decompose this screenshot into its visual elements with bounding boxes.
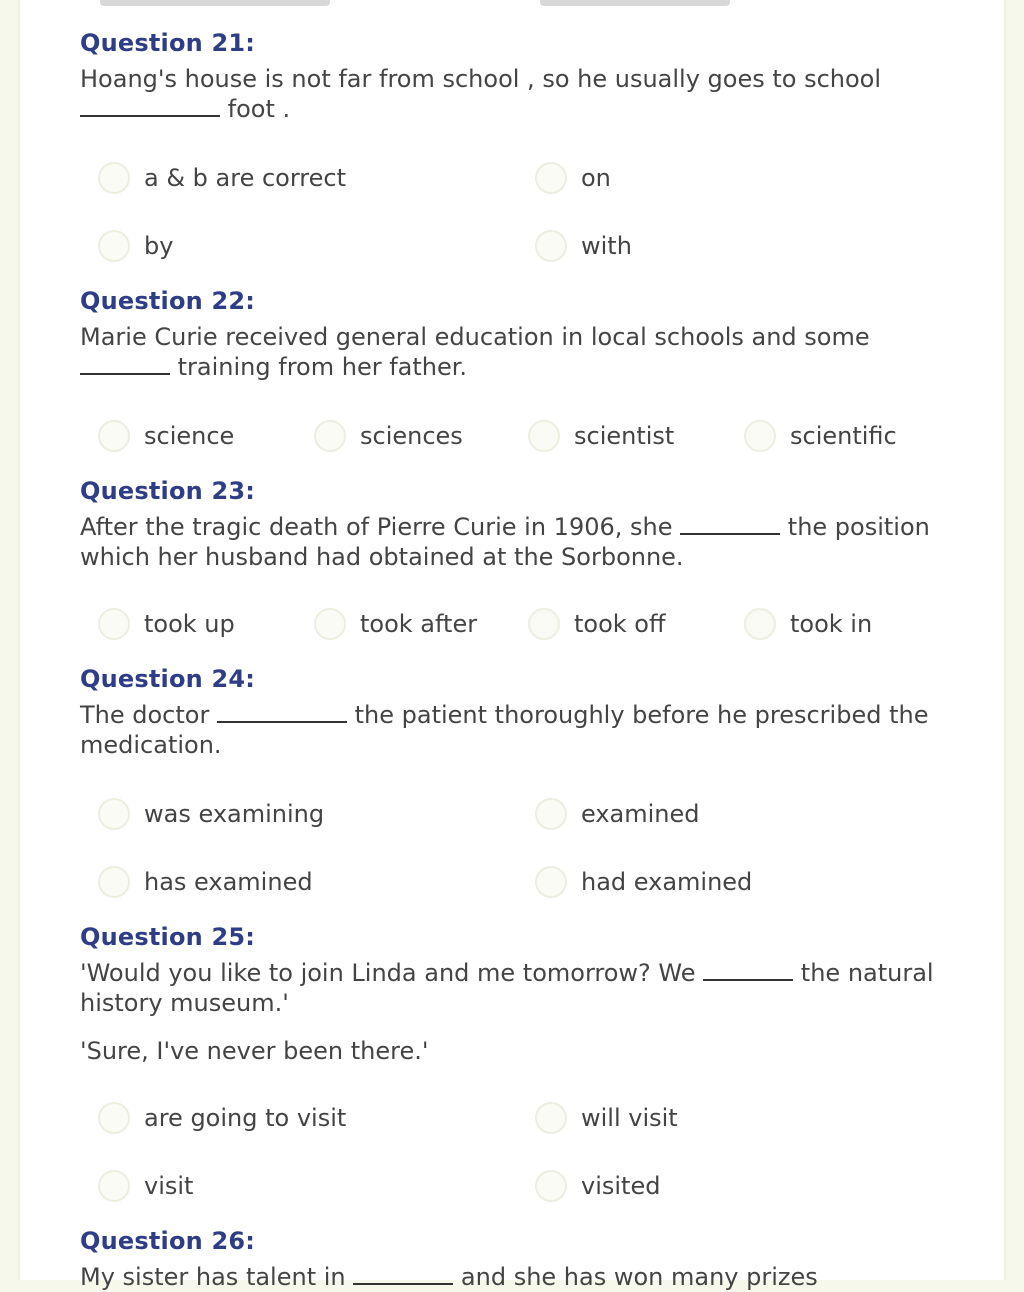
- option-23-b[interactable]: [314, 608, 477, 640]
- previous-option-cut: [100, 0, 330, 6]
- question-text: The doctor the patient thoroughly before he prescribed the medication.: [80, 701, 929, 759]
- option-label: science: [144, 422, 235, 450]
- option-22-c[interactable]: [528, 420, 674, 452]
- radio-icon[interactable]: [535, 162, 567, 194]
- question-text: After the tragic death of Pierre Curie in 1906, she the position which her husband had obtained at the Sorbonne.: [80, 513, 930, 571]
- question-text: My sister has talent in and she has won many prizes: [80, 1263, 818, 1291]
- option-label: a & b are correct: [144, 164, 347, 192]
- option-label: are going to visit: [144, 1104, 347, 1132]
- radio-icon[interactable]: [528, 608, 560, 640]
- question-26: [80, 1226, 950, 1292]
- option-label: by: [144, 232, 174, 260]
- radio-icon[interactable]: [535, 866, 567, 898]
- question-text: 'Would you like to join Linda and me tomorrow? We the natural history museum.': [80, 959, 934, 1017]
- radio-icon[interactable]: [98, 420, 130, 452]
- answer-blank: [217, 703, 347, 723]
- radio-icon[interactable]: [98, 1102, 130, 1134]
- radio-icon[interactable]: [535, 1170, 567, 1202]
- option-22-b[interactable]: [314, 420, 463, 452]
- option-label: examined: [581, 800, 700, 828]
- option-21-b[interactable]: [535, 162, 611, 194]
- option-24-d[interactable]: [535, 866, 752, 898]
- option-25-c[interactable]: [98, 1170, 193, 1202]
- question-title: Question 21:: [80, 29, 256, 57]
- question-22: [80, 286, 950, 382]
- option-label: took in: [790, 610, 873, 638]
- radio-icon[interactable]: [98, 798, 130, 830]
- question-text: Marie Curie received general education in local schools and some training from her father.: [80, 323, 870, 381]
- option-22-d[interactable]: [744, 420, 897, 452]
- radio-icon[interactable]: [98, 866, 130, 898]
- option-23-a[interactable]: [98, 608, 235, 640]
- answer-blank: [80, 97, 220, 117]
- option-label: with: [581, 232, 632, 260]
- option-24-c[interactable]: [98, 866, 313, 898]
- radio-icon[interactable]: [744, 420, 776, 452]
- answer-blank: [680, 515, 780, 535]
- option-24-b[interactable]: [535, 798, 700, 830]
- radio-icon[interactable]: [98, 1170, 130, 1202]
- option-23-c[interactable]: [528, 608, 666, 640]
- option-21-d[interactable]: [535, 230, 632, 262]
- radio-icon[interactable]: [535, 230, 567, 262]
- radio-icon[interactable]: [535, 1102, 567, 1134]
- option-label: visit: [144, 1172, 194, 1200]
- option-label: took after: [360, 610, 478, 638]
- question-title: Question 25:: [80, 923, 256, 951]
- option-21-a[interactable]: [98, 162, 346, 194]
- question-text: Hoang's house is not far from school , so he usually goes to school foot .: [80, 65, 882, 123]
- radio-icon[interactable]: [535, 798, 567, 830]
- option-24-a[interactable]: [98, 798, 324, 830]
- question-24: [80, 664, 950, 760]
- question-title: Question 24:: [80, 665, 256, 693]
- radio-icon[interactable]: [528, 420, 560, 452]
- option-label: sciences: [360, 422, 463, 450]
- option-label: scientist: [574, 422, 675, 450]
- option-label: took up: [144, 610, 235, 638]
- option-label: scientific: [790, 422, 897, 450]
- option-label: has examined: [144, 868, 313, 896]
- option-23-d[interactable]: [744, 608, 872, 640]
- option-label: on: [581, 164, 611, 192]
- answer-blank: [353, 1265, 453, 1285]
- answer-blank: [703, 961, 793, 981]
- option-22-a[interactable]: [98, 420, 234, 452]
- question-25: [80, 922, 950, 1018]
- option-25-a[interactable]: [98, 1102, 346, 1134]
- question-title: Question 26:: [80, 1227, 256, 1255]
- question-23: [80, 476, 950, 572]
- radio-icon[interactable]: [98, 162, 130, 194]
- option-label: visited: [581, 1172, 661, 1200]
- radio-icon[interactable]: [98, 230, 130, 262]
- question-21: [80, 28, 950, 124]
- radio-icon[interactable]: [744, 608, 776, 640]
- radio-icon[interactable]: [314, 608, 346, 640]
- option-21-c[interactable]: [98, 230, 173, 262]
- quiz-page: [18, 0, 1006, 1291]
- option-label: had examined: [581, 868, 753, 896]
- question-title: Question 22:: [80, 287, 256, 315]
- answer-blank: [80, 355, 170, 375]
- option-25-b[interactable]: [535, 1102, 678, 1134]
- radio-icon[interactable]: [98, 608, 130, 640]
- question-reply: 'Sure, I've never been there.': [80, 1037, 429, 1065]
- option-label: took off: [574, 610, 666, 638]
- question-title: Question 23:: [80, 477, 256, 505]
- option-label: will visit: [581, 1104, 678, 1132]
- radio-icon[interactable]: [314, 420, 346, 452]
- option-label: was examining: [144, 800, 325, 828]
- previous-option-cut: [540, 0, 730, 6]
- option-25-d[interactable]: [535, 1170, 660, 1202]
